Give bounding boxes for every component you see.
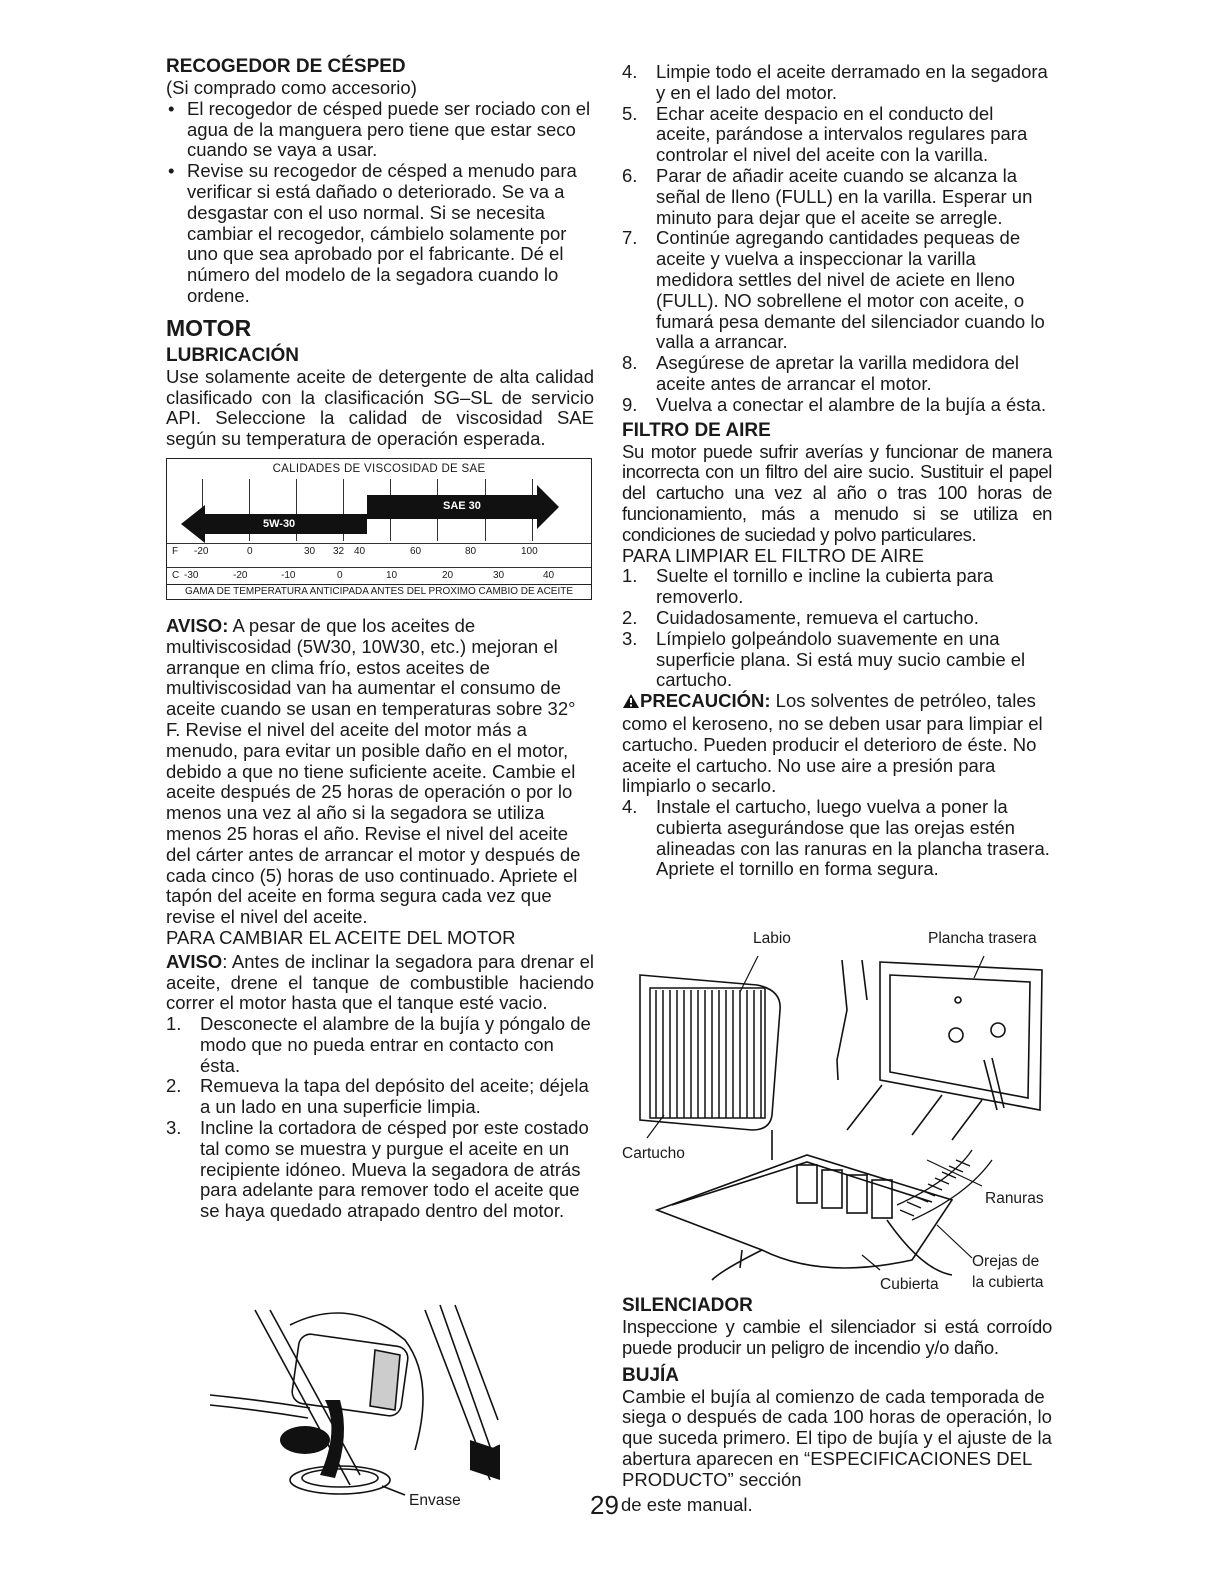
bar-label-5w30: 5W-30	[263, 517, 296, 530]
notice-label-2: AVISO	[166, 950, 223, 972]
figure-label-container: Envase	[409, 1492, 461, 1509]
chart-footer: GAMA DE TEMPERATURA ANTICIPADA ANTES DEL PROXIMO CAMBIO DE ACEITE	[167, 584, 591, 599]
notice-text-2: : Antes de inclinar la segadora para drenar el aceite, drene el tanque de combustible haciendo correr el motor hasta que el tanque esté vacio.	[166, 950, 594, 1014]
label-cartridge: Cartucho	[622, 1145, 685, 1162]
list-item: 7. Continúe agregando cantidades pequeas de aceite y vuelva a inspeccionar la varilla medidora settles del nivel de aciete en lleno (FULL). NO sobrellene el motor con aceite, o fumará pesa demante del silenciador cuando lo valla a arrancar.	[622, 227, 1045, 353]
label-back-plate: Plancha trasera	[928, 930, 1037, 947]
tick-label: -20	[194, 545, 209, 557]
list-item: 5. Echar aceite despacio en el conducto del aceite, parándose a intervalos regulares para controlar el nivel del aceite con la varilla.	[622, 102, 1028, 166]
tick-label: 0	[247, 545, 253, 557]
label-cover-ears-1: Orejas de	[972, 1253, 1040, 1270]
clean-filter-steps	[622, 566, 1052, 691]
label-slots: Ranuras	[985, 1190, 1044, 1207]
c-axis-label: C	[172, 569, 180, 581]
bar-label-sae30: SAE 30	[443, 499, 481, 512]
air-filter-heading: FILTRO DE AIRE	[622, 419, 771, 441]
warning-triangle-icon	[622, 693, 640, 714]
muffler-heading: SILENCIADOR	[622, 1295, 753, 1316]
grass-catcher-heading: RECOGEDOR DE CÉSPED	[166, 56, 406, 77]
air-filter-text: Su motor puede sufrir averías y funcionar de manera incorrecta con un filtro del aire sucio. Sustituir el papel del cartucho una vez al año o tras 100 horas de funcionamiento, más a menudo si se utiliza en condiciones de suciedad y polvo particulares.	[622, 440, 1052, 545]
notice-label: AVISO:	[166, 614, 229, 636]
chart-bars	[167, 459, 591, 549]
tick-label: 30	[493, 569, 505, 581]
notice-paragraph	[166, 616, 594, 928]
label-cover: Cubierta	[880, 1276, 939, 1293]
list-item: 1. Suelte el tornillo e incline la cubierta para removerlo.	[622, 565, 994, 608]
list-item: 4. Limpie todo el aceite derramado en la segadora y en el lado del motor.	[622, 61, 1048, 103]
tick-label: 0	[337, 569, 343, 581]
label-lip: Labio	[753, 930, 791, 947]
tick-label: -20	[233, 569, 248, 581]
viscosity-chart	[166, 458, 592, 600]
lubrication-heading: LUBRICACIÓN	[166, 344, 299, 366]
tick-label: 100	[521, 545, 538, 557]
tick-label: 80	[465, 545, 477, 557]
f-axis-label: F	[172, 545, 179, 557]
spark-plug-text: Cambie el bujía al comienzo de cada temporada de siega o después de cada 100 horas de operación, lo que suceda primero. El tipo de bujía y el ajuste de la abertura aparecen en “ESPECIFICACIONES DEL PRODUCTO” sección	[622, 1385, 1052, 1490]
air-filter-illustration	[622, 950, 1052, 1295]
left-column	[166, 56, 594, 1222]
caution-label: PRECAUCIÓN:	[640, 690, 771, 712]
list-item: 3. Incline la cortadora de césped por este costado tal como se muestra y purgue el aceite en un recipiente idóneo. Mueva la segadora de atrás para adelante para remover todo el aceite que se haya quedado atrapado dentro del motor.	[166, 1117, 589, 1222]
label-cover-ears-2: la cubierta	[972, 1274, 1044, 1291]
clean-filter-step-4	[622, 797, 1052, 880]
list-item: 3. Límpielo golpeándolo suavemente en una superficie plana. Si está muy sucio cambie el cartucho.	[622, 627, 1026, 691]
tick-label: -10	[281, 569, 296, 581]
grass-catcher-bullets	[166, 99, 594, 307]
list-item: • El recogedor de césped puede ser rociado con el agua de la manguera pero tiene que estar seco cuando se vaya a usar.	[166, 99, 594, 161]
list-item: • Revise su recogedor de césped a menudo para verificar si está dañado o deteriorado. Se va a desgastar con el uso normal. Si se necesita cambiar el recogedor, cámbielo solamente por uno que sea aprobado por el fabricante. Dé el número del modelo de la segadora cuando lo ordene.	[166, 161, 594, 307]
grass-catcher-subtitle: (Si comprado como accesorio)	[166, 77, 417, 98]
list-item: 1. Desconecte el alambre de la bujía y póngalo de modo que no pueda entrar en contacto con ésta.	[166, 1013, 591, 1076]
right-column-lower	[622, 1295, 1052, 1491]
tick-label: 40	[354, 545, 366, 557]
chart-title: CALIDADES DE VISCOSIDAD DE SAE	[272, 462, 486, 475]
notice-text: A pesar de que los aceites de multiviscosidad (5W30, 10W30, etc.) mejoran el arranque en clima frío, estos aceites de multiviscosidad van ha aumentar el consumo de aceite cuando se usan en temperaturas sobre 32° F. Revise el nivel del aceite del motor más a menudo, para evitar un posible daño en el motor, debido a que no tiene suficiente aceite. Cambie el aceite después de 25 horas de operación o por lo menos una vez al año si la segadora se utiliza menos 25 horas el año. Revise el nivel del aceite del cárter antes de arrancar el motor y después de cada cinco (5) horas de uso continuado. Apriete el tapón del aceite en forma segura cada vez que revise el nivel del aceite.	[166, 614, 581, 928]
tick-label: -30	[184, 569, 199, 581]
motor-heading: MOTOR	[166, 314, 252, 341]
lubrication-text: Use solamente aceite de detergente de alta calidad clasificado con la clasificación SG–SL de servicio API. Seleccione la calidad de viscosidad SAE según su temperatura de operación esperada.	[166, 365, 594, 450]
muffler-text: Inspeccione y cambie el silenciador si está corroído puede producir un peligro de incendio y/o daño.	[622, 1316, 1052, 1358]
tick-label: 10	[386, 569, 398, 581]
list-item: 4. Instale el cartucho, luego vuelva a poner la cubierta asegurándose que las orejas estén alineadas con las ranuras en la plancha trasera. Apriete el tornillo en forma segura.	[622, 796, 1050, 880]
clean-filter-heading: PARA LIMPIAR EL FILTRO DE AIRE	[622, 544, 924, 566]
tick-label: 60	[410, 545, 422, 557]
tick-label: 40	[543, 569, 555, 581]
caution-paragraph	[622, 691, 1052, 797]
list-item: 2. Cuidadosamente, remueva el cartucho.	[622, 606, 979, 628]
list-item: 6. Parar de añadir aceite cuando se alcanza la señal de lleno (FULL) en la varilla. Esperar un minuto para dejar que el aceite se arregle.	[622, 164, 1033, 228]
tick-label: 20	[442, 569, 454, 581]
notice-paragraph-2	[166, 952, 594, 1014]
oil-drain-illustration	[200, 1300, 500, 1510]
oil-change-steps	[166, 1014, 594, 1222]
list-item: 8. Asegúrese de apretar la varilla medidora del aceite antes de arrancar el motor.	[622, 352, 1020, 394]
list-item: 2. Remueva la tapa del depósito del aceite; déjela a un lado en una superficie limpia.	[166, 1075, 589, 1118]
page-footer-text: de este manual.	[621, 1494, 753, 1515]
spark-plug-heading: BUJÍA	[622, 1364, 680, 1386]
tick-label: 32	[333, 545, 345, 557]
change-oil-heading: PARA CAMBIAR EL ACEITE DEL MOTOR	[166, 926, 516, 948]
tick-label: 30	[304, 545, 316, 557]
caution-text: Los solventes de petróleo, tales como el keroseno, no se deben usar para limpiar el cartucho. Pueden producir el deterioro de éste. No aceite el cartucho. No use aire a presión para limpiarlo o secarlo.	[622, 690, 1043, 797]
right-column	[622, 62, 1052, 880]
oil-change-steps-continued	[622, 62, 1052, 416]
list-item: 9. Vuelva a conectar el alambre de la bujía a ésta.	[622, 393, 1047, 415]
page-number: 29	[590, 1490, 619, 1520]
